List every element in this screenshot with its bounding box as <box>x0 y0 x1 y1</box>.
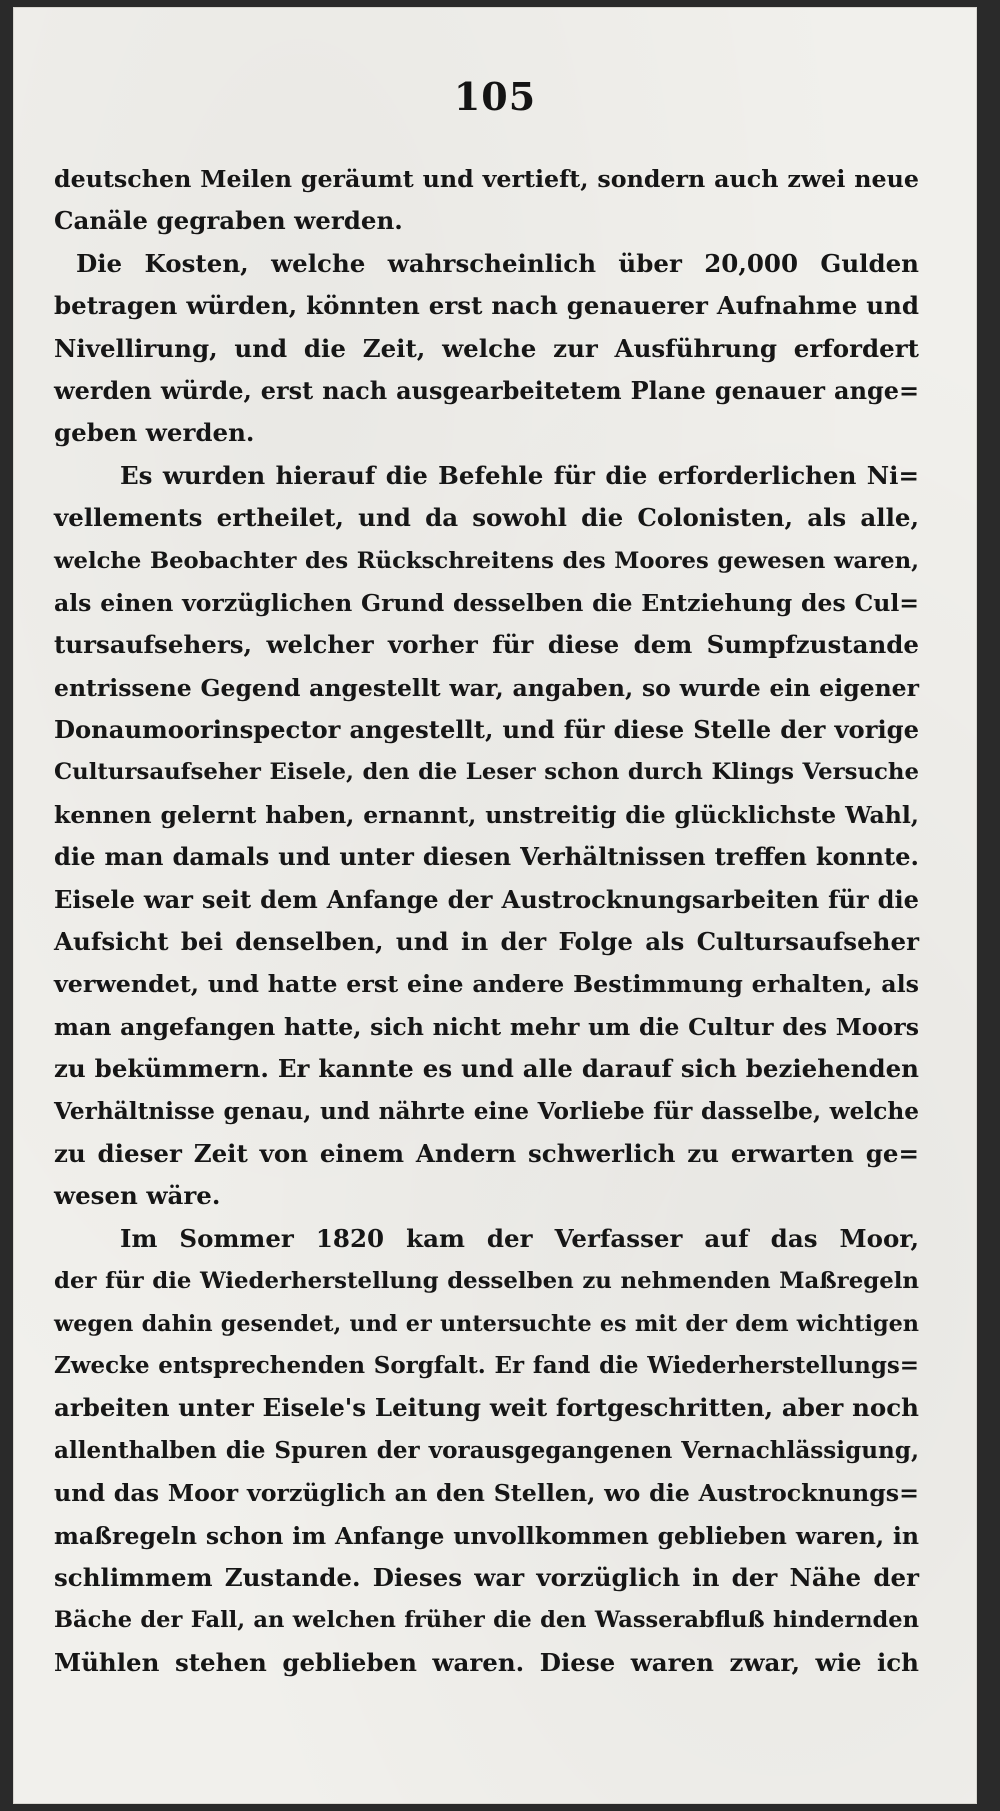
text-line: werden würde, erst nach ausgearbeitetem Plane genauer ange= <box>54 376 919 405</box>
text-line: die man damals und unter diesen Verhältnissen treffen konnte. <box>54 842 919 872</box>
text-line: kennen gelernt haben, ernannt, unstreitig die glücklichste Wahl, <box>54 800 919 829</box>
text-line: Verhältnisse genau, und nährte eine Vorliebe für dasselbe, welche <box>54 1097 919 1125</box>
text-line: geben werden. <box>54 418 255 448</box>
page-number: 105 <box>453 74 537 119</box>
text-line: man angefangen hatte, sich nicht mehr um die Cultur des Moors <box>54 1012 919 1041</box>
text-line: als einen vorzüglichen Grund desselben die Entziehung des Cul= <box>54 588 919 617</box>
text-line: zu dieser Zeit von einem Andern schwerlich zu erwarten ge= <box>54 1138 919 1168</box>
text-line: Cultursaufseher Eisele, den die Leser schon durch Klings Versuche <box>54 759 919 786</box>
text-line: Bäche der Fall, an welchen früher die den Wasserabfluß hindernden <box>54 1607 919 1634</box>
book-page <box>14 8 976 1803</box>
text-line: Nivellirung, und die Zeit, welche zur Ausführung erfordert <box>54 333 919 363</box>
text-line: Mühlen stehen geblieben waren. Diese waren zwar, wie ich <box>54 1647 919 1677</box>
text-line: betragen würden, könnten erst nach genauerer Aufnahme und <box>54 291 919 321</box>
text-line: arbeiten unter Eisele's Leitung weit fortgeschritten, aber noch <box>54 1393 919 1423</box>
text-line: verwendet, und hatte erst eine andere Bestimmung erhalten, als <box>54 970 919 999</box>
text-line: und das Moor vorzüglich an den Stellen, wo die Austrocknungs= <box>54 1479 919 1508</box>
text-line: vellements ertheilet, und da sowohl die Colonisten, als alle, <box>54 503 919 533</box>
text-line: zu bekümmern. Er kannte es und alle darauf sich beziehenden <box>54 1054 919 1084</box>
body-text <box>54 158 919 1684</box>
text-line: Eisele war seit dem Anfange der Austrocknungsarbeiten für die <box>54 884 919 914</box>
text-line: Aufsicht bei denselben, und in der Folge als Cultursaufseher <box>54 927 919 957</box>
text-line: Die Kosten, welche wahrscheinlich über 20,000 Gulden <box>76 248 919 278</box>
text-line: entrissene Gegend angestellt war, angaben, so wurde ein eigener <box>54 673 919 702</box>
text-line: tursaufsehers, welcher vorher für diese dem Sumpfzustande <box>54 630 919 660</box>
text-line: wesen wäre. <box>54 1181 221 1211</box>
text-line: maßregeln schon im Anfange unvollkommen geblieben waren, in <box>54 1521 919 1550</box>
text-line: Donaumoorinspector angestellt, und für diese Stelle der vorige <box>54 715 919 745</box>
text-line: Im Sommer 1820 kam der Verfasser auf das Moor, <box>120 1223 919 1253</box>
text-line: allenthalben die Spuren der vorausgegangenen Vernachlässigung, <box>54 1436 919 1464</box>
text-line: Canäle gegraben werden. <box>54 206 403 236</box>
text-line: wegen dahin gesendet, und er untersuchte es mit der dem wichtigen <box>54 1310 919 1337</box>
text-line: Es wurden hierauf die Befehle für die erforderlichen Ni= <box>120 460 919 490</box>
text-line: deutschen Meilen geräumt und vertieft, sondern auch zwei neue <box>54 165 919 193</box>
text-line: welche Beobachter des Rückschreitens des Moores gewesen waren, <box>54 547 919 574</box>
text-line: schlimmem Zustande. Dieses war vorzüglich in der Nähe der <box>54 1562 919 1592</box>
text-line: der für die Wiederherstellung desselben zu nehmenden Maßregeln <box>54 1268 919 1295</box>
text-line: Zwecke entsprechenden Sorgfalt. Er fand die Wiederherstellungs= <box>54 1351 919 1379</box>
